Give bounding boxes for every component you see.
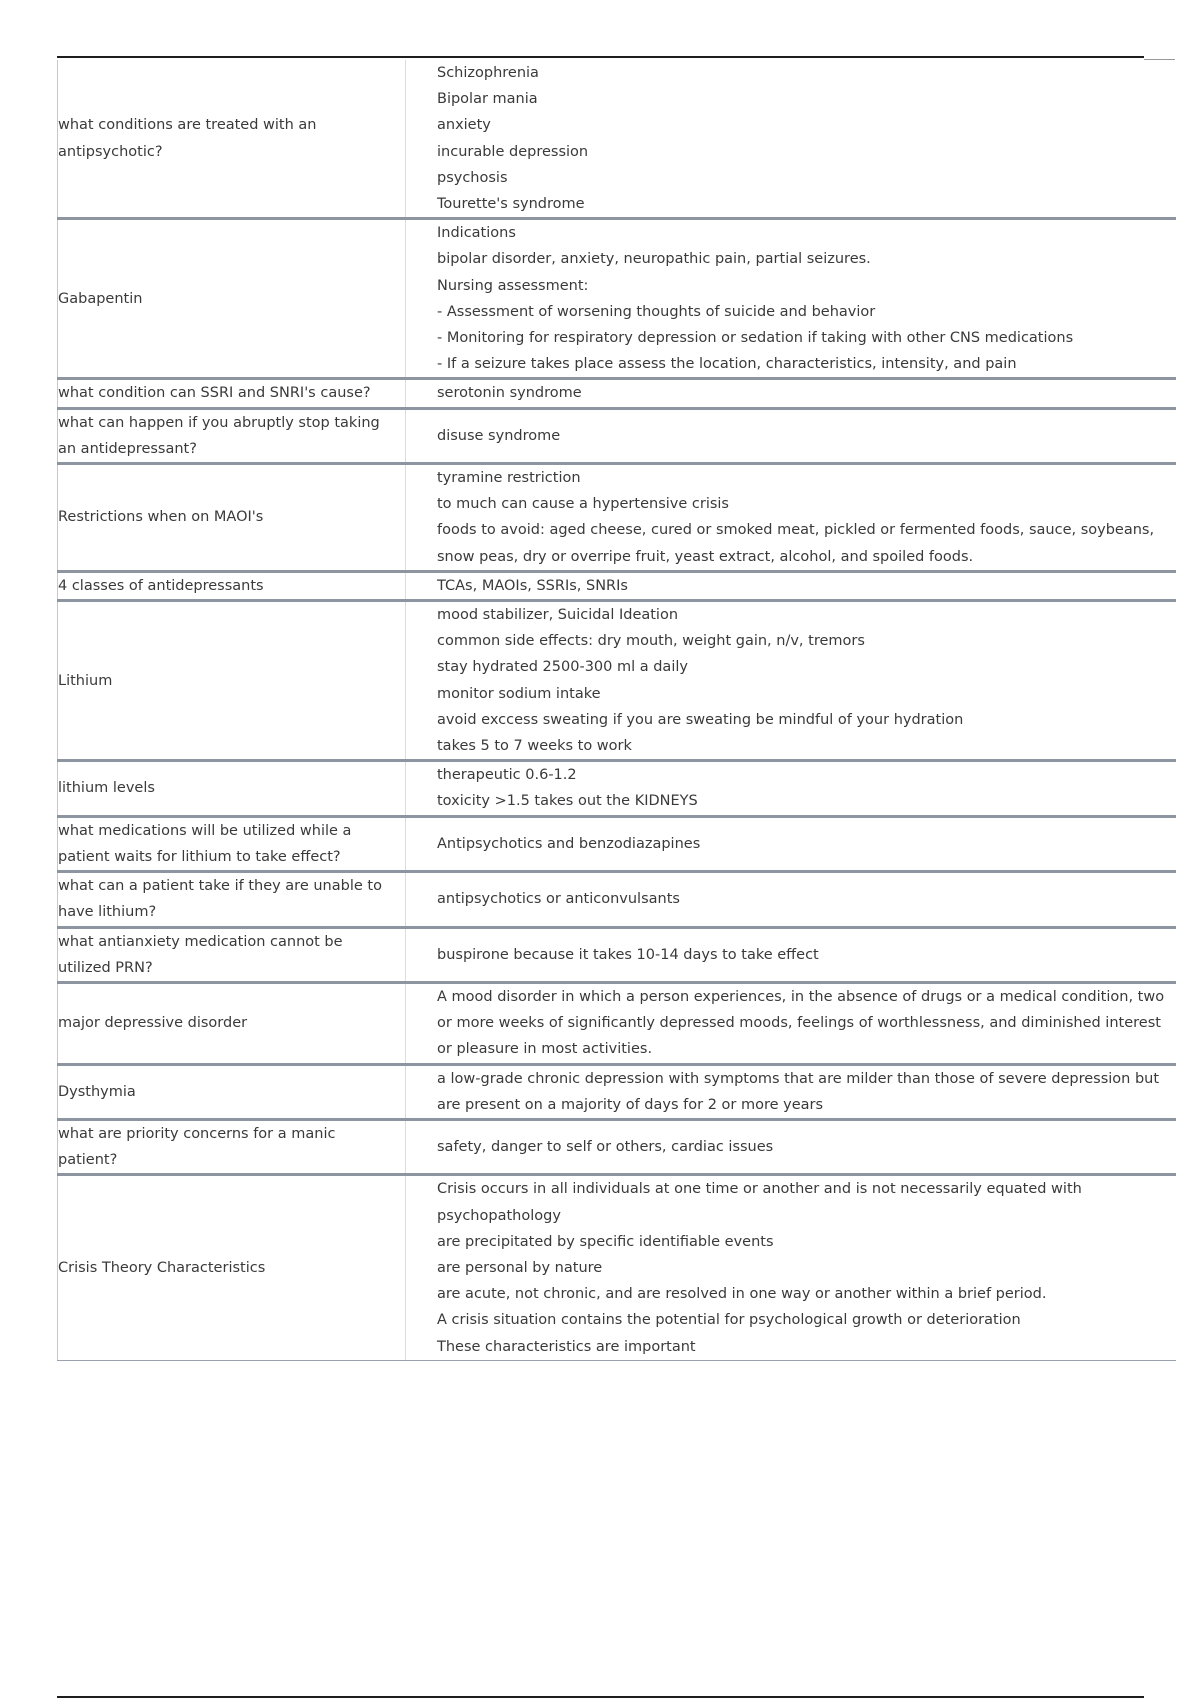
question-cell: Lithium	[58, 601, 406, 761]
answer-cell	[406, 601, 1176, 761]
table-row	[58, 1175, 1176, 1360]
answer-line: stay hydrated 2500-300 ml a daily	[437, 659, 688, 676]
flashcard-table-body	[58, 60, 1176, 1360]
table-row	[58, 816, 1176, 871]
question-cell: 4 classes of antidepressants	[58, 571, 406, 600]
answer-line: a low-grade chronic depression with symptoms that are milder than those of severe depression but are present on a majority of days for 2 or more years	[437, 1070, 1160, 1113]
answer-line: anxiety	[437, 117, 491, 134]
question-cell: what can a patient take if they are unable to have lithium?	[58, 872, 406, 927]
question-cell: what antianxiety medication cannot be utilized PRN?	[58, 927, 406, 982]
question-cell: Dysthymia	[58, 1064, 406, 1119]
question-cell: lithium levels	[58, 761, 406, 816]
answer-line: Nursing assessment:	[437, 277, 589, 294]
top-rule	[57, 56, 1144, 58]
flashcard-table	[57, 60, 1176, 1361]
answer-line: safety, danger to self or others, cardiac issues	[437, 1139, 774, 1156]
table-row	[58, 219, 1176, 379]
answer-line: Tourette's syndrome	[437, 196, 585, 213]
answer-line: Bipolar mania	[437, 91, 538, 108]
table-row	[58, 60, 1176, 219]
answer-line: - Assessment of worsening thoughts of suicide and behavior	[437, 303, 876, 320]
answer-line: These characteristics are important	[437, 1338, 696, 1355]
answer-line: - Monitoring for respiratory depression or sedation if taking with other CNS medications	[437, 330, 1074, 347]
table-row	[58, 872, 1176, 927]
question-cell: what are priority concerns for a manic patient?	[58, 1119, 406, 1174]
answer-line: - If a seizure takes place assess the location, characteristics, intensity, and pain	[437, 356, 1017, 373]
answer-cell	[406, 1119, 1176, 1174]
answer-line: A mood disorder in which a person experiences, in the absence of drugs or a medical condition, two or more weeks of significantly depressed moods, feelings of worthlessness, and diminished interest or pleasure in most activities.	[437, 988, 1165, 1058]
answer-line: serotonin syndrome	[437, 385, 582, 402]
table-row	[58, 379, 1176, 408]
answer-cell	[406, 1064, 1176, 1119]
table-row	[58, 1119, 1176, 1174]
answer-line: psychosis	[437, 169, 508, 186]
answer-line: monitor sodium intake	[437, 685, 601, 702]
question-cell: what condition can SSRI and SNRI's cause?	[58, 379, 406, 408]
answer-line: are personal by nature	[437, 1259, 603, 1276]
table-row	[58, 1064, 1176, 1119]
table-row	[58, 571, 1176, 600]
table-row	[58, 601, 1176, 761]
question-cell: what can happen if you abruptly stop taking an antidepressant?	[58, 408, 406, 463]
question-cell: Crisis Theory Characteristics	[58, 1175, 406, 1360]
answer-cell	[406, 816, 1176, 871]
answer-line: avoid exccess sweating if you are sweating be mindful of your hydration	[437, 711, 964, 728]
answer-line: TCAs, MAOIs, SSRIs, SNRIs	[437, 577, 628, 594]
question-cell: major depressive disorder	[58, 982, 406, 1064]
answer-line: bipolar disorder, anxiety, neuropathic pain, partial seizures.	[437, 251, 871, 268]
answer-line: common side effects: dry mouth, weight gain, n/v, tremors	[437, 633, 865, 650]
answer-cell	[406, 872, 1176, 927]
answer-line: A crisis situation contains the potential for psychological growth or deterioration	[437, 1312, 1021, 1329]
answer-line: antipsychotics or anticonvulsants	[437, 891, 680, 908]
answer-cell	[406, 464, 1176, 572]
answer-cell	[406, 761, 1176, 816]
answer-line: incurable depression	[437, 143, 589, 160]
answer-line: Crisis occurs in all individuals at one time or another and is not necessarily equated with psychopathology	[437, 1181, 1082, 1224]
answer-cell	[406, 1175, 1176, 1360]
answer-cell	[406, 379, 1176, 408]
answer-line: Indications	[437, 225, 516, 242]
answer-line: therapeutic 0.6-1.2	[437, 767, 577, 784]
table-row	[58, 761, 1176, 816]
bottom-rule	[57, 1696, 1144, 1698]
answer-line: tyramine restriction	[437, 470, 581, 487]
answer-cell	[406, 571, 1176, 600]
answer-line: toxicity >1.5 takes out the KIDNEYS	[437, 793, 698, 810]
answer-line: disuse syndrome	[437, 427, 561, 444]
question-cell: Restrictions when on MAOI's	[58, 464, 406, 572]
answer-line: to much can cause a hypertensive crisis	[437, 496, 729, 513]
answer-line: foods to avoid: aged cheese, cured or smoked meat, pickled or fermented foods, sauce, soybeans, snow peas, dry or overripe fruit, yeast extract, alcohol, and spoiled foods.	[437, 522, 1155, 565]
question-cell: what conditions are treated with an antipsychotic?	[58, 60, 406, 219]
answer-cell	[406, 219, 1176, 379]
answer-cell	[406, 927, 1176, 982]
question-cell: what medications will be utilized while a patient waits for lithium to take effect?	[58, 816, 406, 871]
answer-line: buspirone because it takes 10-14 days to take effect	[437, 946, 819, 963]
answer-line: Antipsychotics and benzodiazapines	[437, 835, 701, 852]
answer-line: Schizophrenia	[437, 65, 539, 81]
answer-cell	[406, 408, 1176, 463]
table-row	[58, 464, 1176, 572]
answer-cell	[406, 982, 1176, 1064]
answer-cell	[406, 60, 1176, 219]
answer-line: takes 5 to 7 weeks to work	[437, 738, 632, 755]
answer-line: mood stabilizer, Suicidal Ideation	[437, 607, 679, 624]
table-row	[58, 982, 1176, 1064]
answer-line: are precipitated by specific identifiable events	[437, 1233, 774, 1250]
table-row	[58, 927, 1176, 982]
table-row	[58, 408, 1176, 463]
answer-line: are acute, not chronic, and are resolved in one way or another within a brief period.	[437, 1286, 1047, 1303]
question-cell: Gabapentin	[58, 219, 406, 379]
